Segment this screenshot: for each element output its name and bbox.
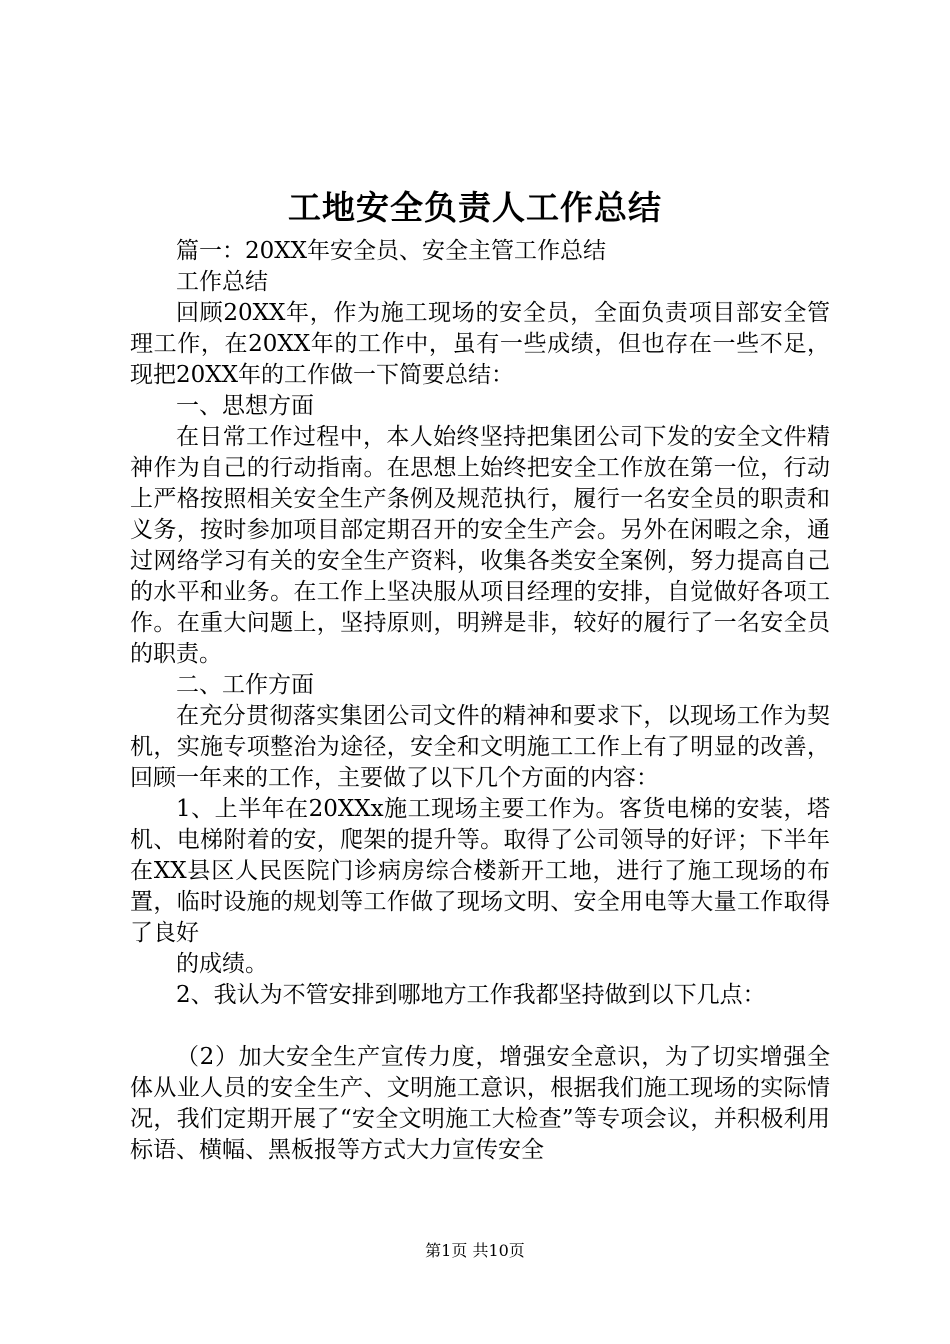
- paragraph-subtitle: 篇一：20XX年安全员、安全主管工作总结: [176, 238, 607, 264]
- page-footer: 第1页 共10页: [425, 1241, 525, 1260]
- section-heading-thought: 一、思想方面: [176, 393, 314, 419]
- paragraph-thought: 在日常工作过程中，本人始终坚持把集团公司下发的安全文件精神作为自己的行动指南。在思想上始终把安全工作放在第一位，行动上严格按照相关安全生产条例及规范执行，履行一名安全员的职责和义务，按时参加项目部定期召开的安全生产会。另外在闲暇之余，通过网络学习有关的安全生产资料，收集各类安全案例，努力提高自己的水平和业务。在工作上坚决服从项目经理的安排，自觉做好各项工作。在重大问题上，坚持原则，明辨是非，较好的履行了一名安全员的职责。: [130, 424, 830, 667]
- paragraph-work: 在充分贯彻落实集团公司文件的精神和要求下，以现场工作为契机，实施专项整治为途径，安全和文明施工工作上有了明显的改善，回顾一年来的工作，主要做了以下几个方面的内容：: [130, 703, 830, 791]
- paragraph-item-1: 1、上半年在20XXx施工现场主要工作为。客货电梯的安装，塔机、电梯附着的安，爬架的提升等。取得了公司领导的好评；下半年在XX县区人民医院门诊病房综合楼新开工地，进行了施工现场的布置，临时设施的规划等工作做了现场文明、安全用电等大量工作取得了良好: [130, 796, 830, 946]
- paragraph-intro: 回顾20XX年，作为施工现场的安全员，全面负责项目部安全管理工作，在20XX年的工作中，虽有一些成绩，但也存在一些不足，现把20XX年的工作做一下简要总结：: [130, 300, 830, 388]
- paragraph-heading: 工作总结: [176, 269, 268, 295]
- section-heading-work: 二、工作方面: [176, 672, 314, 698]
- document-body: [130, 236, 830, 1166]
- paragraph-item-1-cont: 的成绩。: [176, 951, 268, 977]
- document-title: 工地安全负责人工作总结: [288, 188, 662, 227]
- paragraph-item-2-2: （2）加大安全生产宣传力度，增强安全意识，为了切实增强全体从业人员的安全生产、文明施工意识，根据我们施工现场的实际情况，我们定期开展了“安全文明施工大检查”等专项会议，并积极利用标语、横幅、黑板报等方式大力宣传安全: [130, 1044, 830, 1163]
- blank-line: [130, 1011, 830, 1042]
- paragraph-item-2: 2、我认为不管安排到哪地方工作我都坚持做到以下几点：: [176, 982, 766, 1008]
